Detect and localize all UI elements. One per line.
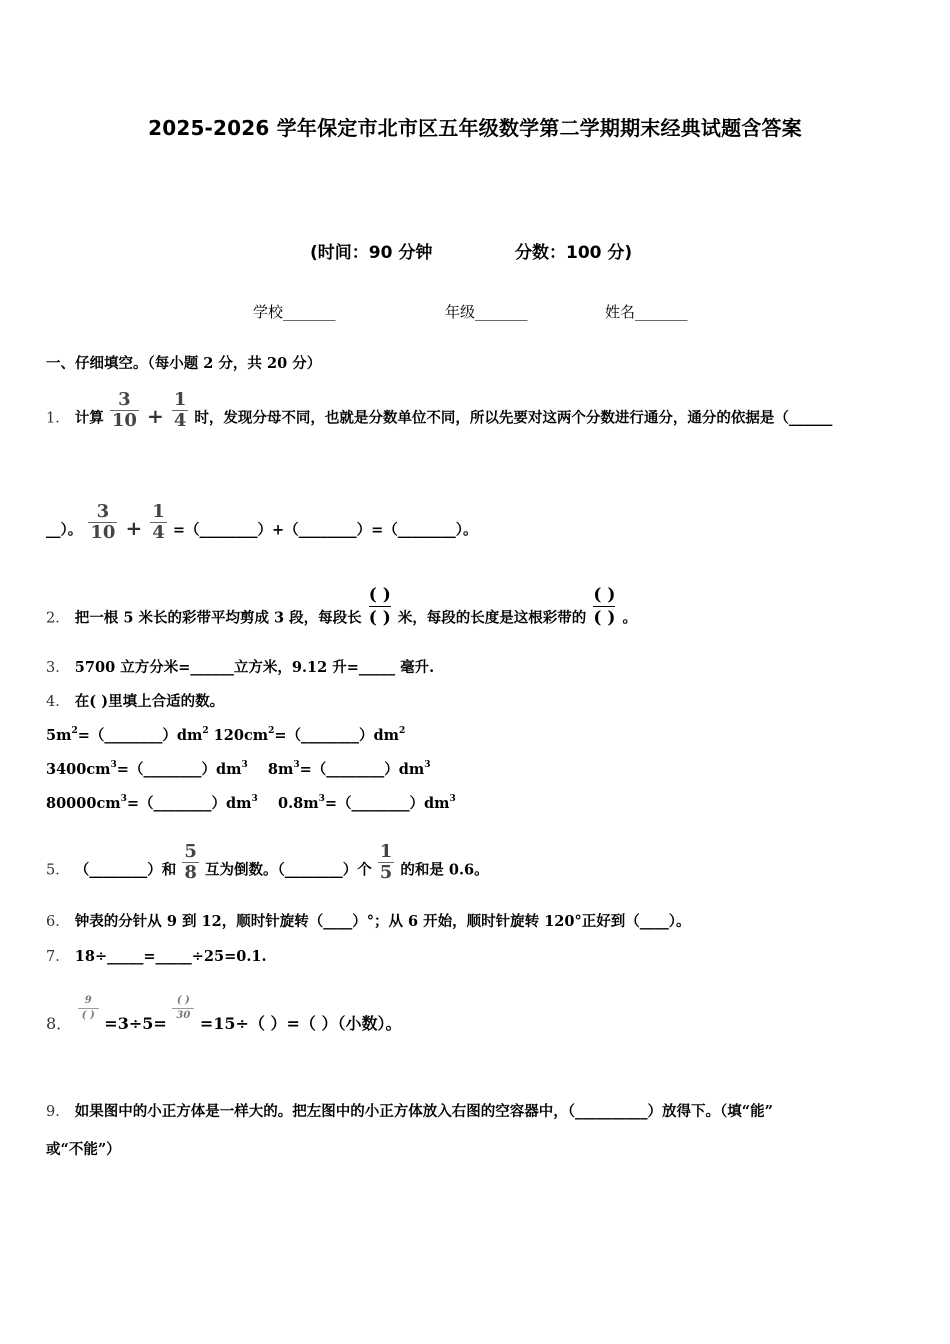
question-6-number: 6．: [46, 914, 70, 930]
question-5-t3: 的和是 0.6。: [400, 861, 489, 879]
question-4: [46, 690, 224, 711]
question-1-line2-pre: __）。: [46, 521, 83, 539]
fraction-1-5: $\frac{1}{5}$: [379, 841, 393, 883]
question-5: [46, 841, 489, 891]
page-title: 2025-2026 学年保定市北市区五年级数学第二学期期末经典试题含答案: [148, 116, 802, 140]
blank-fraction-1: ( ) ( ): [368, 585, 391, 628]
blank-fraction-2: ( ) ( ): [593, 585, 616, 628]
name-field: 姓名_______: [605, 303, 688, 321]
question-4-text: 在( )里填上合适的数。: [74, 693, 225, 710]
question-7-number: 7．: [46, 949, 70, 965]
school-field: 学校_______: [253, 303, 336, 321]
question-9-text1: 如果图中的小正方体是一样大的。把左图中的小正方体放入右图的空容器中，（__________）放得下。（填“能”: [74, 1103, 773, 1120]
question-4-row1: $5m^2=(\_\_\_\_\_\_\_\_)dm^2$ $120cm^2=(\_\_\_\_\_\_\_\_)dm^2$: [46, 726, 406, 744]
question-9-number: 9．: [46, 1104, 70, 1120]
plus-sign-b: +: [125, 515, 143, 540]
question-1-pre: 计算: [74, 409, 104, 427]
fraction-blank-30: $\frac{( )}{30}$: [172, 994, 194, 1023]
question-2-text1: 把一根 5 米长的彩带平均剪成 3 段，每段长: [74, 609, 362, 627]
question-8-eq1: =3÷5=: [104, 1014, 167, 1033]
question-1-line2-post: =（________）+（________）=（________）。: [172, 521, 478, 539]
fraction-9-blank: $\frac{9}{( )}$: [78, 994, 99, 1023]
question-3: [46, 656, 434, 677]
fraction-1-4: $\frac{1}{4}$: [173, 389, 187, 431]
fraction-3-10: $\frac{3}{10}$: [111, 389, 137, 431]
fraction-3-10-b: $\frac{3}{10}$: [90, 501, 116, 543]
fraction-5-8: $\frac{5}{8}$: [184, 841, 197, 883]
question-1-line1: [46, 389, 833, 439]
question-4-row2: $3400cm^3=(\_\_\_\_\_\_\_\_)dm^3$ $8m^3=(\_\_\_\_\_\_\_\_)dm^3$: [46, 760, 431, 778]
section1-header: 一、仔细填空。（每小题 2 分，共 20 分）: [46, 355, 322, 372]
question-5-number: 5．: [46, 862, 70, 879]
question-5-t1: （________）和: [74, 861, 177, 879]
question-1-line2: [46, 501, 478, 551]
question-1-text: 时，发现分母不同，也就是分数单位不同，所以先要对这两个分数进行通分，通分的依据是（______: [194, 409, 833, 427]
question-6: [46, 910, 690, 931]
grade-field: 年级_______: [445, 303, 528, 321]
question-9-line2: 或“不能”）: [46, 1141, 121, 1158]
question-2: [46, 585, 637, 641]
question-7-text: 18÷_____=_____÷25=0.1.: [74, 948, 267, 965]
question-8-eq2: =15÷（ ）=（ ）（小数）。: [199, 1014, 402, 1033]
question-9-line1: [46, 1100, 773, 1121]
question-4-row3: $80000cm^3=(\_\_\_\_\_\_\_\_)dm^3$ $0.8m^3=(\_\_\_\_\_\_\_\_)dm^3$: [46, 794, 456, 812]
time-label: (时间：90 分钟: [310, 243, 433, 263]
question-3-number: 3．: [46, 660, 70, 676]
question-2-number: 2．: [46, 610, 70, 627]
fraction-1-4-b: $\frac{1}{4}$: [152, 501, 165, 543]
question-2-text3: 。: [622, 609, 637, 627]
question-8: [46, 995, 402, 1039]
question-2-text2: 米，每段的长度是这根彩带的: [397, 609, 587, 627]
question-1-number: 1．: [46, 410, 70, 427]
question-4-number: 4．: [46, 694, 70, 710]
question-3-text: 5700 立方分米=______立方米，9.12 升=_____ 毫升.: [74, 659, 435, 676]
question-6-text: 钟表的分针从 9 到 12，顺时针旋转（____）°；从 6 开始，顺时针旋转 120°正好到（____）。: [74, 913, 691, 930]
question-7: [46, 945, 267, 966]
plus-sign: +: [146, 403, 164, 428]
question-5-t2: 互为倒数。（________）个: [204, 861, 372, 879]
question-8-number: 8．: [46, 1014, 73, 1033]
score-label: 分数：100 分): [515, 243, 633, 263]
